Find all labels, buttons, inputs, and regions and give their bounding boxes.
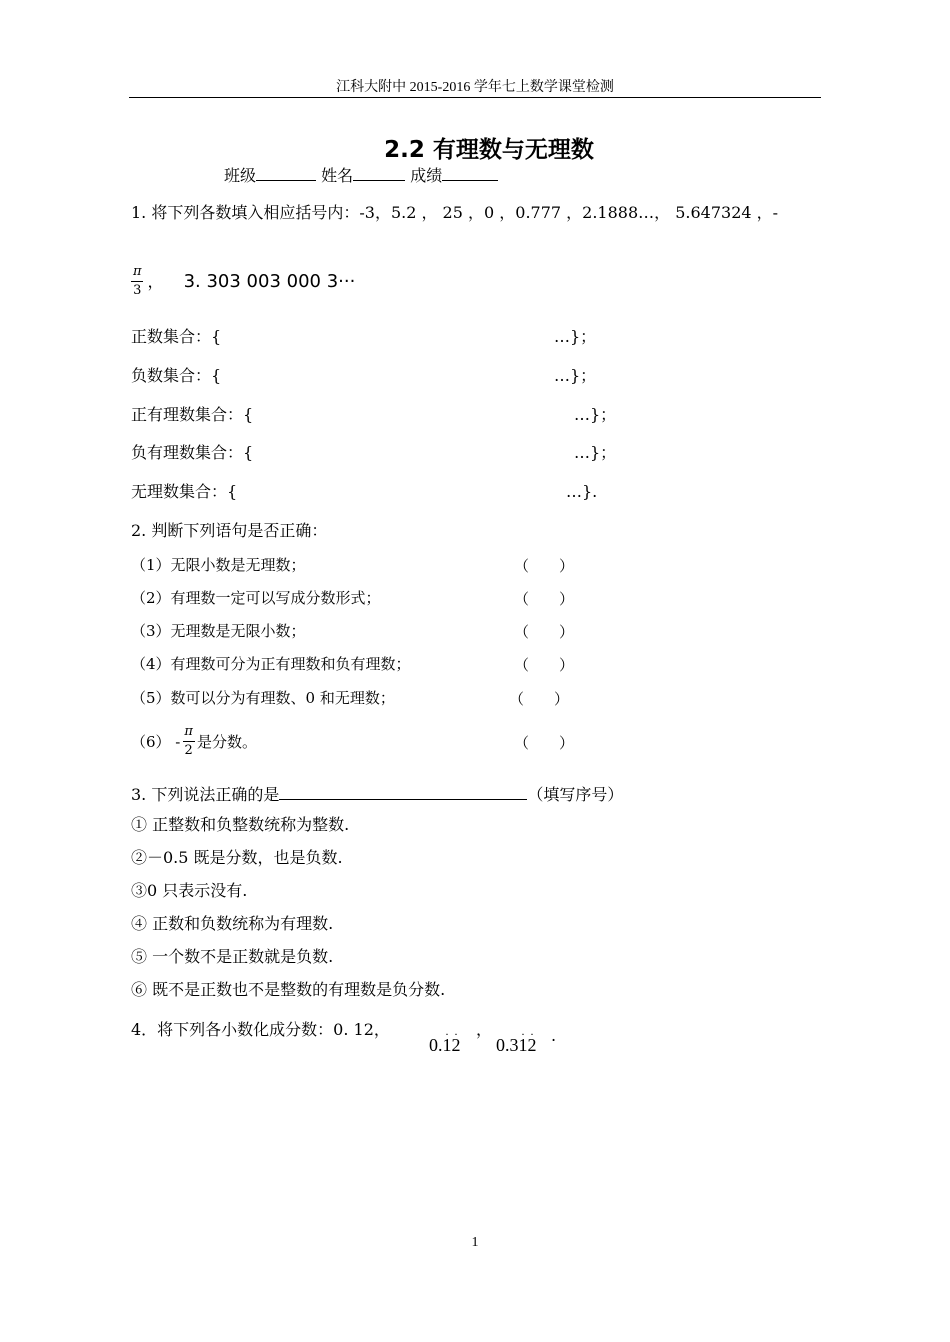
q1-irrational-number: 3. 303 003 000 3··· bbox=[183, 271, 356, 292]
set-negative-end: …}； bbox=[554, 366, 597, 385]
q3-option-3: ③0 只表示没有. bbox=[131, 881, 248, 900]
name-label: 姓名 bbox=[321, 166, 354, 185]
frac-denominator: 3 bbox=[133, 283, 142, 298]
q2-item-4: （4）有理数可分为正有理数和负有理数； bbox=[131, 655, 411, 673]
q4-intro: 4．将下列各小数化成分数：0. 12， bbox=[131, 1020, 390, 1039]
q2-answer-3[interactable]: （ ） bbox=[514, 623, 575, 641]
q3-option-1: ① 正整数和负整数统称为整数. bbox=[131, 815, 350, 834]
q4-n1-dotted-digit: · 2 bbox=[452, 1034, 461, 1056]
fraction-bar bbox=[131, 281, 143, 282]
q4-n1-dotted-digit: · 1 bbox=[443, 1034, 452, 1056]
set-positive-label: 正数集合：{ bbox=[131, 327, 222, 346]
set-negative-rational-end: …}； bbox=[574, 443, 617, 462]
page-header: 江科大附中 2015-2016 学年七上数学课堂检测 bbox=[336, 80, 614, 95]
q4-n2-dotted-digit: · 2 bbox=[528, 1034, 537, 1056]
q3-answer-blank[interactable] bbox=[279, 782, 527, 800]
q2-item-3: （3）无理数是无限小数； bbox=[131, 622, 306, 640]
set-negative-label: 负数集合：{ bbox=[131, 366, 222, 385]
q4-n2-base: 0.3 bbox=[496, 1035, 519, 1055]
q3-option-4: ④ 正数和负数统称为有理数. bbox=[131, 914, 334, 933]
score-blank[interactable] bbox=[442, 163, 498, 181]
page-title: 2.2 有理数与无理数 bbox=[384, 137, 594, 163]
student-info-line bbox=[224, 163, 498, 186]
q4-comma: ， bbox=[476, 1020, 493, 1039]
q2-item-6 bbox=[131, 724, 257, 759]
class-label: 班级 bbox=[224, 166, 257, 185]
set-positive-rational-end: …}； bbox=[574, 405, 617, 424]
q1-second-line bbox=[131, 264, 355, 299]
q2-answer-6[interactable]: （ ） bbox=[514, 734, 575, 752]
q3-option-2: ②－0.5 既是分数，也是负数. bbox=[131, 848, 343, 867]
q4-end-period: . bbox=[551, 1026, 557, 1045]
q2-answer-5[interactable]: （ ） bbox=[509, 690, 570, 708]
q3-intro: 3. 下列说法正确的是 bbox=[131, 785, 280, 804]
q2-item-2: （2）有理数一定可以写成分数形式； bbox=[131, 589, 381, 607]
q2-item-5: （5）数可以分为有理数、0 和无理数； bbox=[131, 689, 395, 707]
frac-denominator: 2 bbox=[184, 743, 193, 758]
page-number: 1 bbox=[471, 1235, 479, 1250]
q2-answer-2[interactable]: （ ） bbox=[514, 590, 575, 608]
q2-item-6-suffix: 是分数。 bbox=[196, 732, 257, 751]
q2-item-6-prefix: （6） - bbox=[131, 732, 181, 751]
q1-intro: 1. 将下列各数填入相应括号内：-3，5.2 ， 25 ，0 ，0.777 ，2.1888…， 5.647324 ，- bbox=[131, 203, 779, 222]
q3-option-5: ⑤ 一个数不是正数就是负数. bbox=[131, 947, 334, 966]
q2-item-1: （1）无限小数是无理数； bbox=[131, 556, 306, 574]
q3-line bbox=[131, 782, 623, 805]
pi-over-3-fraction bbox=[131, 264, 144, 299]
class-blank[interactable] bbox=[256, 163, 316, 181]
q1-comma: ， bbox=[147, 271, 164, 291]
frac-numerator: π bbox=[133, 264, 142, 279]
header-rule bbox=[129, 97, 821, 98]
q3-hint: （填写序号） bbox=[527, 785, 624, 804]
set-positive-rational-label: 正有理数集合：{ bbox=[131, 405, 254, 424]
score-label: 成绩 bbox=[410, 166, 443, 185]
q2-answer-1[interactable]: （ ） bbox=[514, 557, 575, 575]
set-positive-end: …}； bbox=[554, 327, 597, 346]
q3-option-6: ⑥ 既不是正数也不是整数的有理数是负分数. bbox=[131, 980, 446, 999]
q4-repeating-decimal-1 bbox=[429, 1034, 461, 1056]
q2-answer-4[interactable]: （ ） bbox=[514, 656, 575, 674]
q2-intro: 2. 判断下列语句是否正确： bbox=[131, 521, 328, 540]
set-negative-rational-label: 负有理数集合：{ bbox=[131, 443, 254, 462]
fraction-bar bbox=[183, 741, 195, 742]
q4-n2-dotted-digit: · 1 bbox=[519, 1034, 528, 1056]
q4-n1-base: 0. bbox=[429, 1035, 443, 1055]
set-irrational-end: …}. bbox=[566, 482, 598, 501]
name-blank[interactable] bbox=[353, 163, 405, 181]
set-irrational-label: 无理数集合：{ bbox=[131, 482, 238, 501]
frac-numerator: π bbox=[184, 724, 193, 739]
pi-over-2-fraction bbox=[182, 724, 195, 759]
q4-repeating-decimal-2 bbox=[496, 1034, 537, 1056]
